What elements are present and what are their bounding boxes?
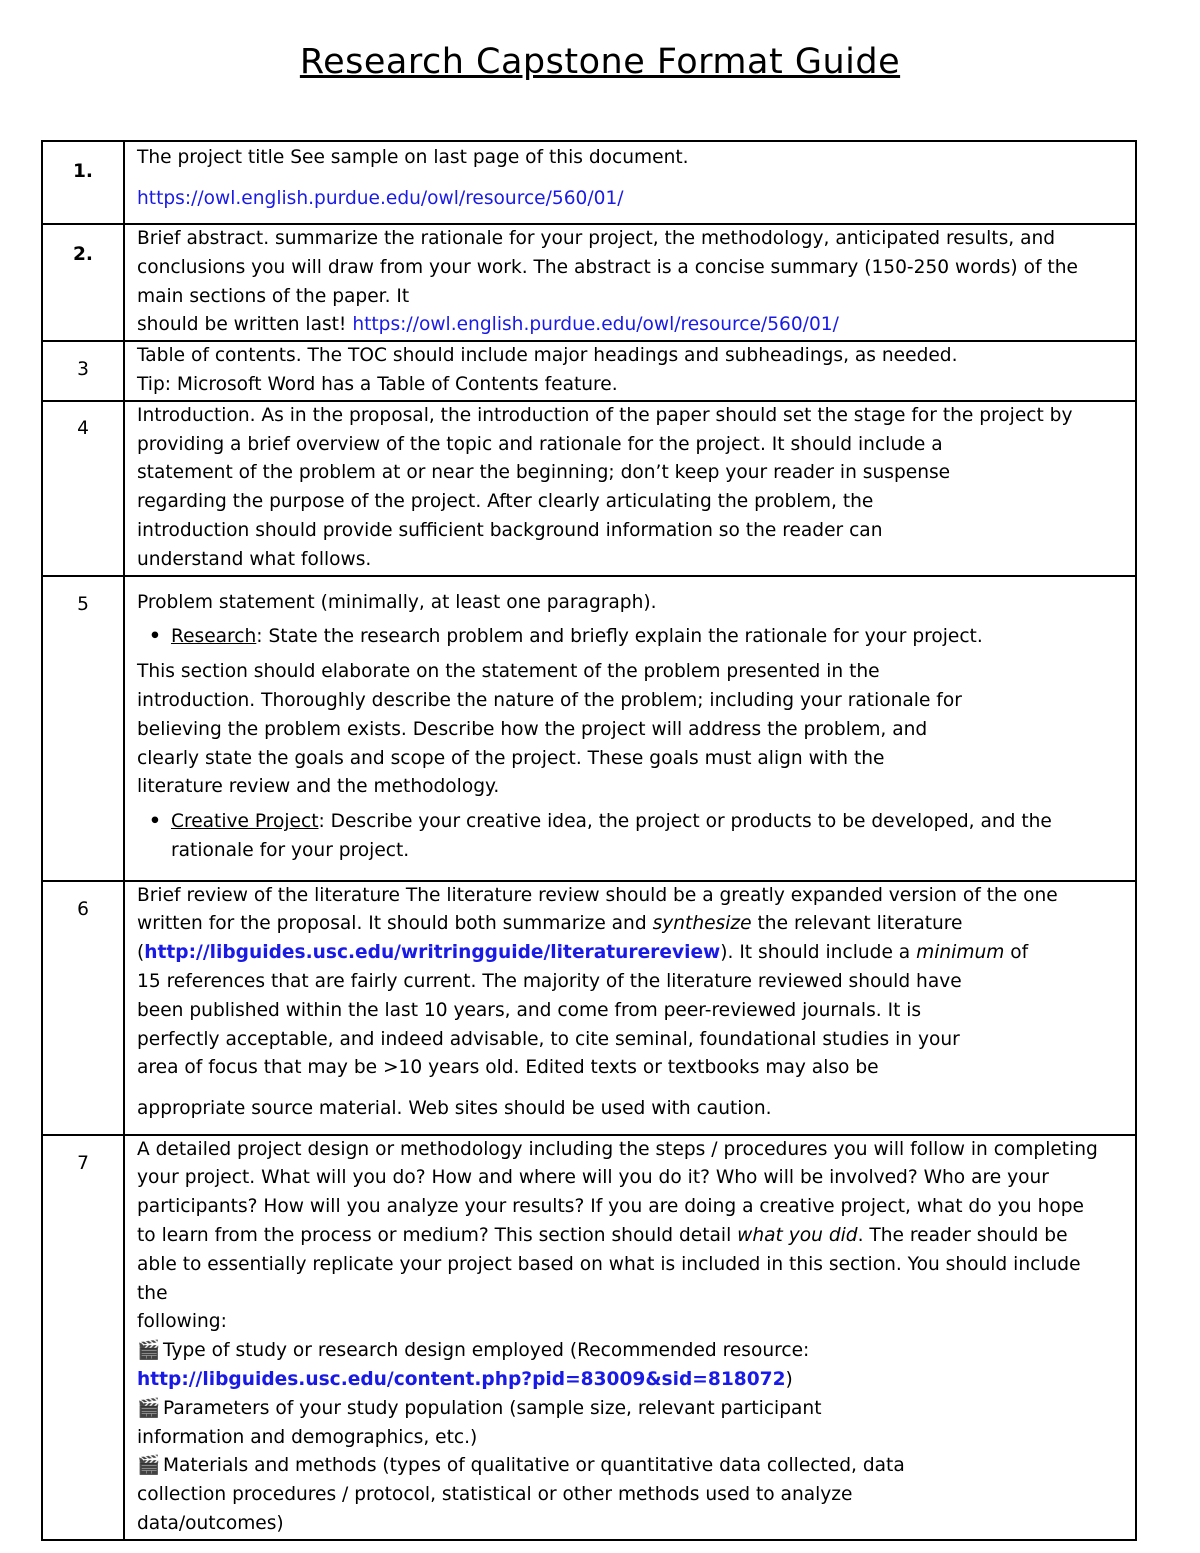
table-row xyxy=(42,224,1136,341)
list-item: 🎬 Type of study or research design employed (Recommended resource: xyxy=(137,1337,1125,1366)
page-title: Research Capstone Format Guide xyxy=(299,42,901,82)
list-item: 🎬 Materials and methods (types of qualitative or quantitative data collected, data xyxy=(137,1452,1125,1481)
row-number: 3 xyxy=(42,341,124,401)
row-content: Table of contents. The TOC should include major headings and subheadings, as needed. Tip: Microsoft Word has a Table of Contents feature. xyxy=(124,341,1136,401)
table-row xyxy=(42,1135,1136,1540)
bullet-dot: • xyxy=(149,811,161,833)
row-content: Problem statement (minimally, at least one paragraph). • Research: State the research problem and briefly explain the rationale for your project. This section should elaborate on the statement of the problem presented in the introduction. Thoroughly describe the nature of the problem; including your rationale for believing the problem exists. Describe how the project will address the problem, and clearly state the goals and scope of the project. These goals must align with the literature review and the methodology. • Creative Project: Describe your creative idea, the project or products to be developed, and the rationale for your project. xyxy=(124,576,1136,881)
row-content: The project title See sample on last page of this document. https://owl.english.purdue.edu/owl/resource/560/01/ xyxy=(124,141,1136,224)
table-row xyxy=(42,881,1136,1135)
row-number: 4 xyxy=(42,401,124,576)
row-content: Brief review of the literature The literature review should be a greatly expanded version of the one written for the proposal. It should both summarize and synthesize the relevant literature (http://libguides.usc.edu/writringguide/literaturereview). It should include a minimum of 15 references that are fairly current. The majority of the literature reviewed should have been published within the last 10 years, and come from peer-reviewed journals. It is perfectly acceptable, and indeed advisable, to cite seminal, foundational studies in your area of focus that may be >10 years old. Edited texts or textbooks may also be appropriate source material. Web sites should be used with caution. xyxy=(124,881,1136,1135)
format-guide-table xyxy=(41,140,1137,1541)
row-number: 6 xyxy=(42,881,124,1135)
table-row xyxy=(42,341,1136,401)
row-content: A detailed project design or methodology including the steps / procedures you will follow in completing your project. What will you do? How and where will you do it? Who will be involved? Who are your participants? How will you analyze your results? If you are doing a creative project, what do you hope to learn from the process or medium? This section should detail what you did. The reader should be able to essentially replicate your project based on what is included in this section. You should include the following: 🎬 Type of study or research design employed (Recommended resource: http://libguides.usc.edu/content.php?pid=83009&sid=818072) 🎬 Parameters of your study population (sample size, relevant participant information and demographics, etc.) 🎬 Materials and methods (types of qualitative or quantitative data collected, data collection procedures / protocol, statistical or other methods used to analyze data/outcomes) xyxy=(124,1135,1136,1540)
row-content: Brief abstract. summarize the rationale for your project, the methodology, anticipated results, and conclusions you will draw from your work. The abstract is a concise summary (150-250 words) of the main sections of the paper. It should be written last! https://owl.english.purdue.edu/owl/resource/560/01/ xyxy=(124,224,1136,341)
list-item: • Research: State the research problem and briefly explain the rationale for your project. xyxy=(137,623,1125,652)
table-row xyxy=(42,141,1136,224)
clapperboard-icon: 🎬 xyxy=(137,1397,161,1419)
literature-review-link[interactable]: http://libguides.usc.edu/writringguide/literaturereview xyxy=(144,942,721,964)
bullet-dot: • xyxy=(149,626,161,648)
table-row xyxy=(42,576,1136,881)
list-item: 🎬 Parameters of your study population (sample size, relevant participant xyxy=(137,1395,1125,1424)
purdue-owl-link[interactable]: https://owl.english.purdue.edu/owl/resource/560/01/ xyxy=(137,187,624,209)
table-row xyxy=(42,401,1136,576)
row-number: 2. xyxy=(42,224,124,341)
row-number: 7 xyxy=(42,1135,124,1540)
row-number: 5 xyxy=(42,576,124,881)
row-content: Introduction. As in the proposal, the introduction of the paper should set the stage for the project by providing a brief overview of the topic and rationale for the project. It should include a statement of the problem at or near the beginning; don’t keep your reader in suspense regarding the purpose of the project. After clearly articulating the problem, the introduction should provide sufficient background information so the reader can understand what follows. xyxy=(124,401,1136,576)
row-number: 1. xyxy=(42,141,124,224)
list-item: • Creative Project: Describe your creative idea, the project or products to be developed, and the rationale for your project. xyxy=(137,808,1125,866)
research-design-link[interactable]: http://libguides.usc.edu/content.php?pid=83009&sid=818072 xyxy=(137,1368,786,1390)
clapperboard-icon: 🎬 xyxy=(137,1455,161,1477)
clapperboard-icon: 🎬 xyxy=(137,1340,161,1362)
purdue-owl-link[interactable]: https://owl.english.purdue.edu/owl/resource/560/01/ xyxy=(352,314,839,336)
